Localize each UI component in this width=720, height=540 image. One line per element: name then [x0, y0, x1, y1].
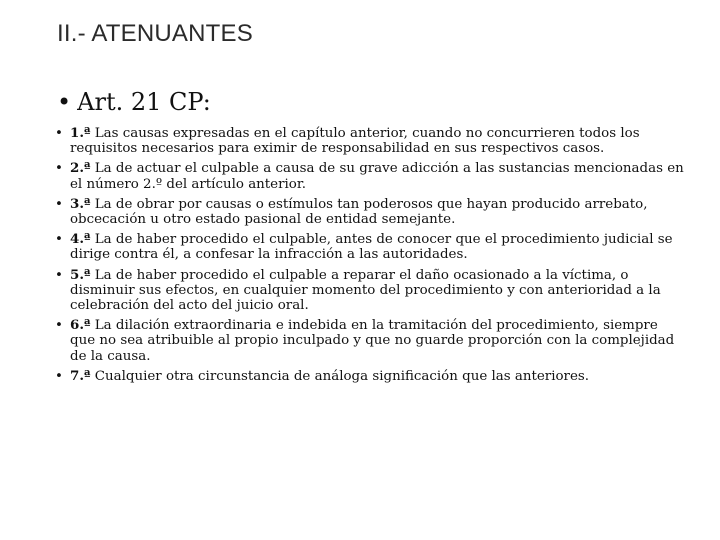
list-item	[55, 268, 687, 314]
item-text: Las causas expresadas en el capítulo anterior, cuando no concurrieren todos los requisitos necesarios para eximir de responsabilidad en sus respectivos casos.	[70, 126, 640, 157]
item-number: 4.ª	[70, 231, 91, 248]
item-number: 2.ª	[70, 160, 91, 177]
slide-title: II.- ATENUANTES	[57, 20, 253, 47]
list-item	[55, 232, 687, 262]
item-number: 6.ª	[70, 317, 91, 334]
attenuating-circumstances-list	[55, 126, 687, 389]
heading-bullet: •	[57, 88, 72, 116]
list-item	[55, 197, 687, 227]
list-bullet: •	[55, 161, 63, 177]
item-number: 7.ª	[70, 367, 91, 384]
item-number: 3.ª	[70, 195, 91, 212]
list-item	[55, 126, 687, 156]
section-heading	[57, 88, 211, 116]
list-bullet: •	[55, 126, 63, 141]
list-item	[55, 161, 687, 191]
item-text: La de actuar el culpable a causa de su grave adicción a las sustancias mencionadas en el número 2.º del artículo anterior.	[70, 161, 684, 192]
list-item	[55, 369, 687, 384]
list-bullet: •	[55, 368, 63, 384]
list-bullet: •	[55, 267, 63, 283]
item-text: La de haber procedido el culpable a reparar el daño ocasionado a la víctima, o disminuir sus efectos, en cualquier momento del procedimiento y con anterioridad a la celebración del acto del juicio oral.	[70, 267, 661, 314]
list-bullet: •	[55, 196, 63, 212]
item-number: 5.ª	[70, 266, 91, 283]
list-bullet: •	[55, 318, 63, 334]
list-bullet: •	[55, 232, 63, 248]
list-item	[55, 318, 687, 364]
item-number: 1.ª	[70, 125, 91, 141]
item-text: La dilación extraordinaria e indebida en la tramitación del procedimiento, siempre que no sea atribuible al propio inculpado y que no guarde proporción con la complejidad de la causa.	[70, 318, 675, 364]
item-text: La de obrar por causas o estímulos tan poderosos que hayan producido arrebato, obcecación u otro estado pasional de entidad semejante.	[70, 196, 648, 228]
item-text: La de haber procedido el culpable, antes de conocer que el procedimiento judicial se dirige contra él, a confesar la infracción a las autoridades.	[70, 232, 673, 263]
heading-text: Art. 21 CP:	[77, 88, 211, 116]
item-text: Cualquier otra circunstancia de análoga significación que las anteriores.	[90, 368, 590, 384]
